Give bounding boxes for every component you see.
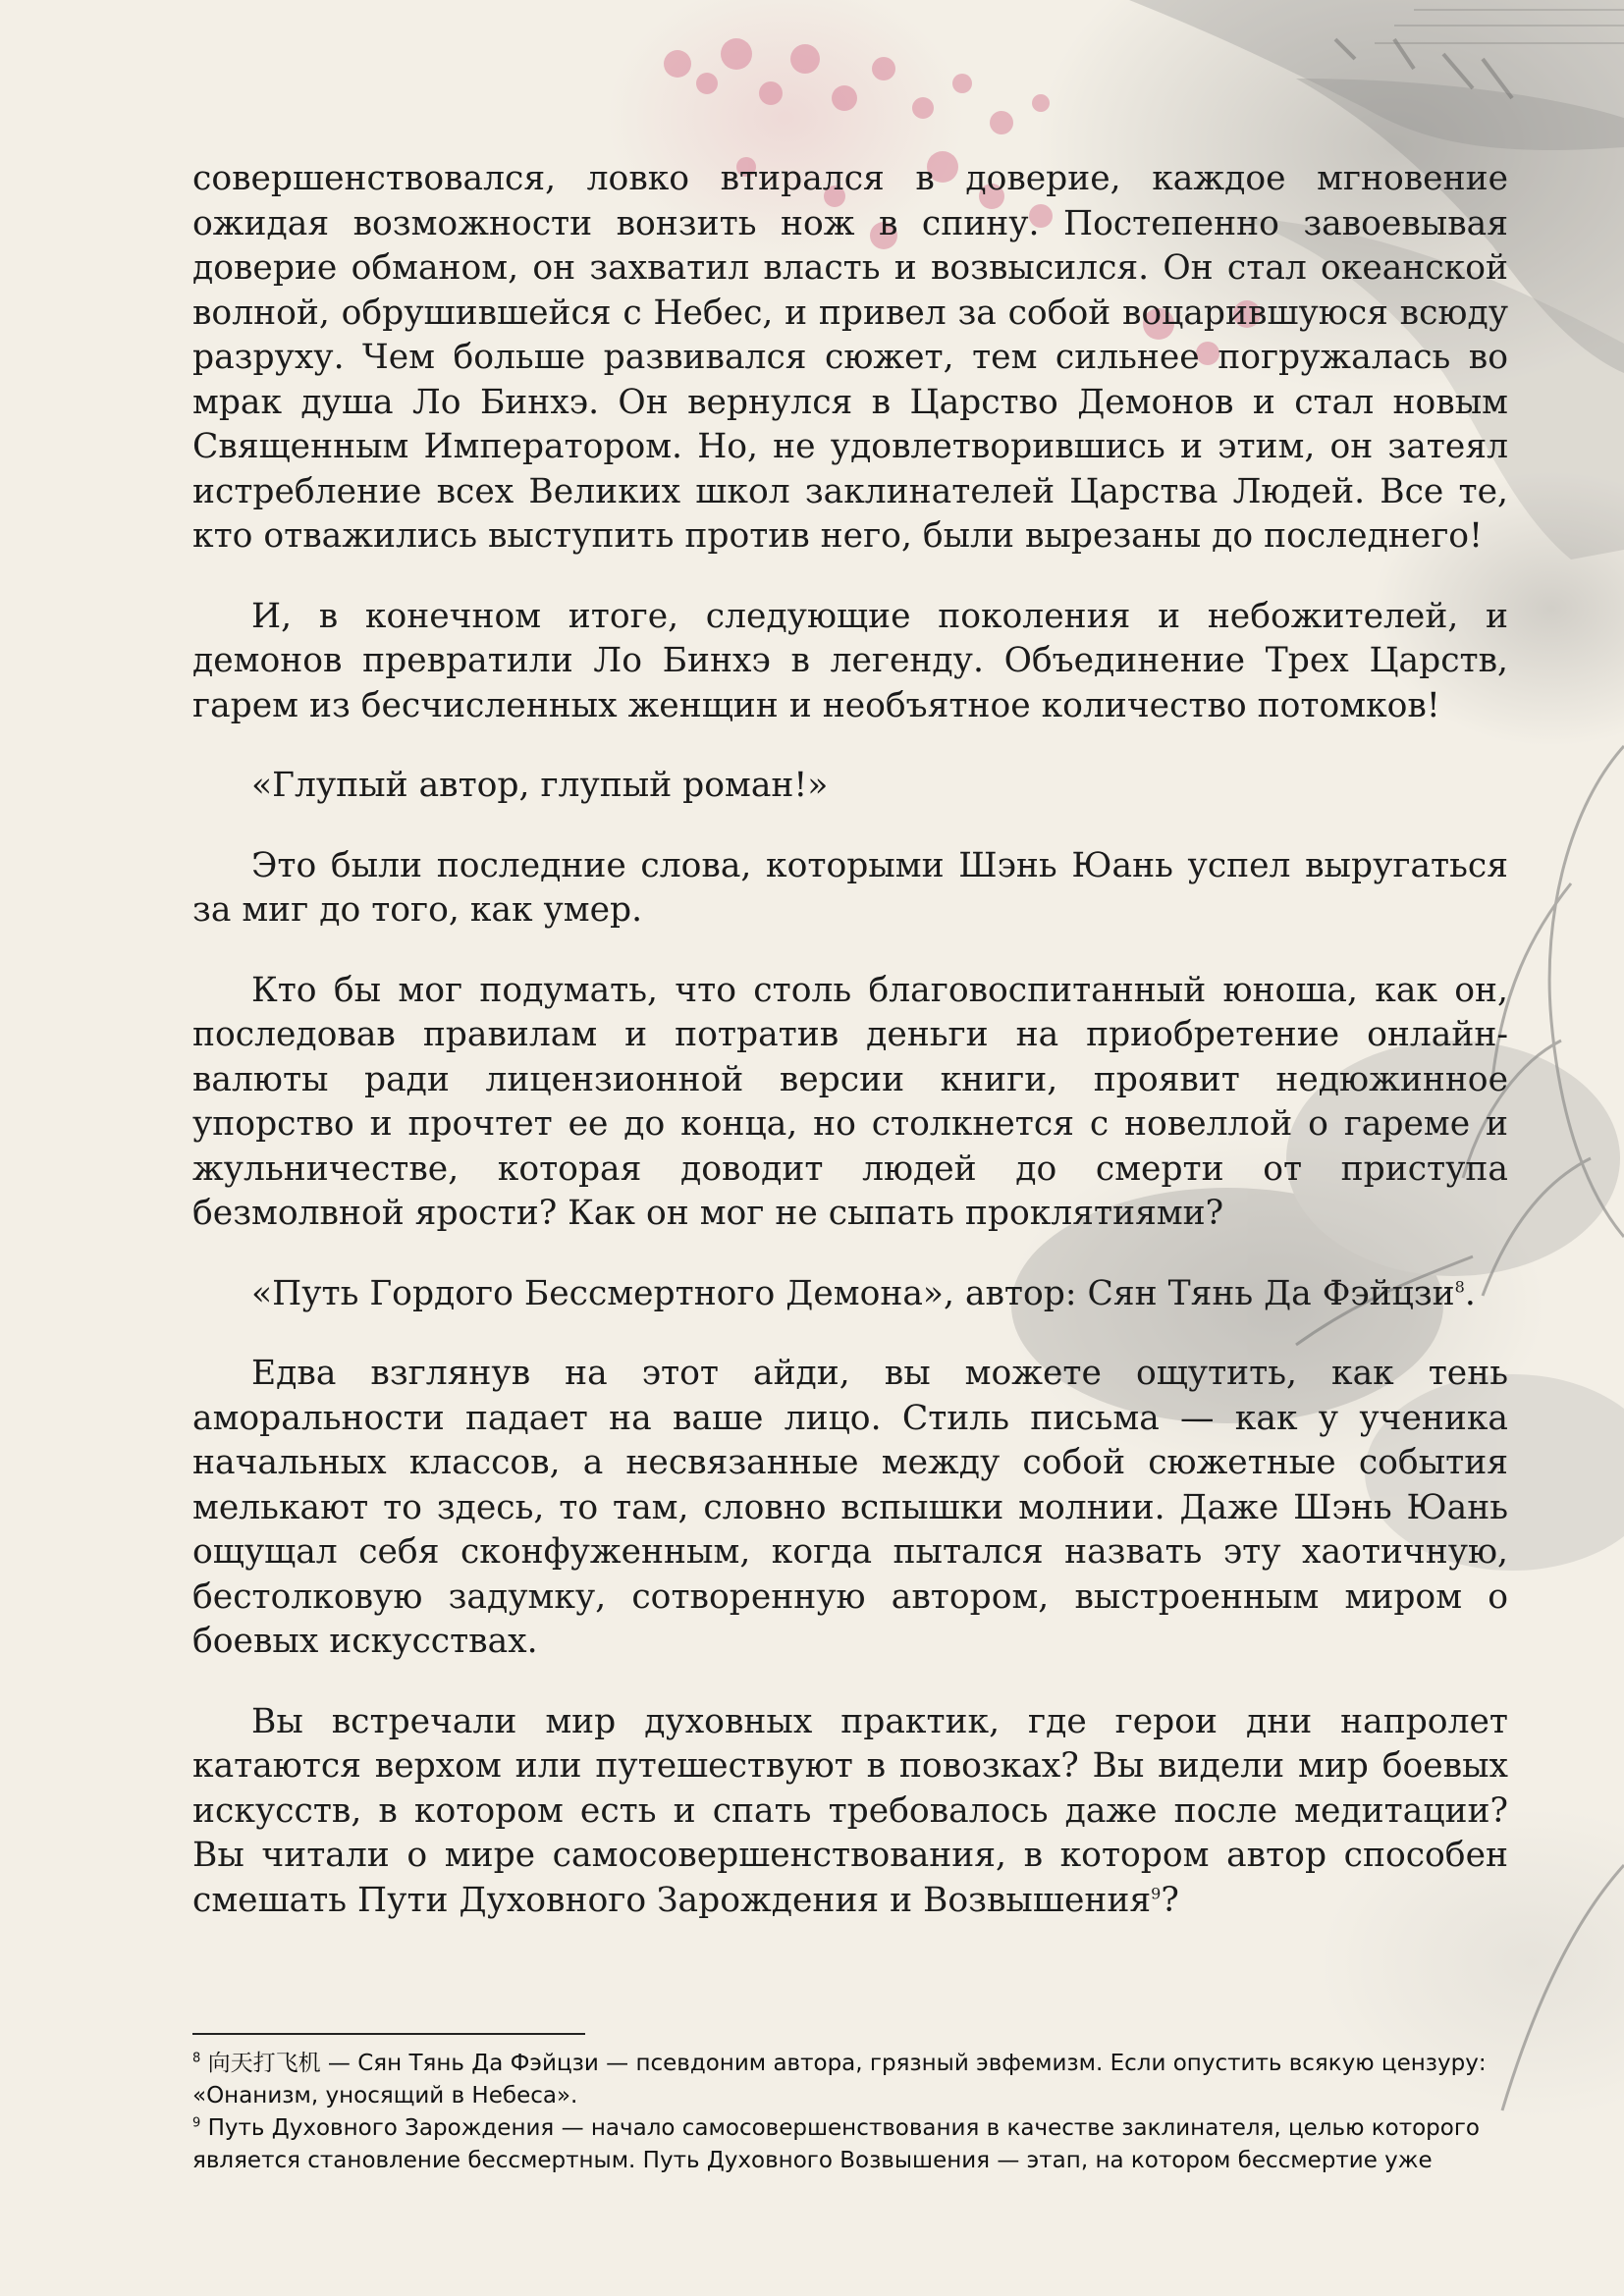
paragraph-5-text: Кто бы мог подумать, что столь благовоспитанный юноша, как он, последовав правилам и потратив деньги на приобретение онлайн-валюты ради лицензионной версии книги, проявит недюжинное упорство и прочтет ее до конца, но столкнется с новеллой о гареме и жульничестве, которая доводит людей до смерти от приступа безмолвной ярости? Как он мог не сыпать проклятиями? <box>192 970 1508 1233</box>
paragraph-1 <box>192 157 1508 560</box>
paragraph-2-text: И, в конечном итоге, следующие поколения и небожителей, и демонов превратили Ло Бинхэ в легенду. Объединение Трех Царств, гарем из бесчисленных женщин и необъятное количество потомков! <box>192 596 1508 725</box>
footnote-8-text: 向天打飞机 — Сян Тянь Да Фэйцзи — псевдоним автора, грязный эвфемизм. Если опустить всякую цензуру: «Онанизм, уносящий в Небеса». <box>192 2051 1487 2109</box>
footnote-8 <box>192 2048 1508 2112</box>
paragraph-4-text: Это были последние слова, которыми Шэнь Юань успел выругаться за миг до того, как умер. <box>192 845 1508 930</box>
paragraph-8-text: Вы встречали мир духовных практик, где герои дни напролет катаются верхом или путешествуют в повозках? Вы видели мир боевых искусств, в котором есть и спать требовалось даже после медитации? Вы читали о мире самосовершенствования, в котором автор способен смешать Пути Духовного Зарождения и Возвышения <box>192 1701 1508 1920</box>
paragraph-4 <box>192 844 1508 934</box>
footnote-divider <box>192 2033 585 2035</box>
footnote-9-text: Путь Духовного Зарождения — начало самосовершенствования в качестве заклинателя, целью которого является становление бессмертным. Путь Духовного Возвышения — этап, на котором бессмертие уже <box>192 2115 1481 2173</box>
paragraph-6 <box>192 1272 1508 1317</box>
paragraph-3-text: «Глупый автор, глупый роман!» <box>251 766 829 805</box>
footnote-ref-9[interactable]: 9 <box>1151 1884 1162 1902</box>
paragraph-6-end: . <box>1464 1273 1476 1313</box>
paragraph-8 <box>192 1700 1508 1924</box>
footnote-9-number: 9 <box>192 2115 201 2131</box>
paragraph-3 <box>192 764 1508 809</box>
footnotes-block <box>192 2048 1508 2177</box>
footnote-ref-8[interactable]: 8 <box>1454 1277 1465 1296</box>
paragraph-1-text: совершенствовался, ловко втирался в доверие, каждое мгновение ожидая возможности вонзить нож в спину. Постепенно завоевывая доверие обманом, он захватил власть и возвысился. Он стал океанской волной, обрушившейся с Небес, и привел за собой воцарившуюся всюду разруху. Чем больше развивался сюжет, тем сильнее погружалась во мрак душа Ло Бинхэ. Он вернулся в Царство Демонов и стал новым Священным Императором. Но, не удовлетворившись и этим, он затеял истребление всех Великих школ заклинателей Царства Людей. Все те, кто отважились выступить против него, были вырезаны до последнего! <box>192 159 1508 556</box>
footnote-8-number: 8 <box>192 2051 201 2066</box>
paragraph-2 <box>192 595 1508 729</box>
paragraph-7-text: Едва взглянув на этот айди, вы можете ощутить, как тень аморальности падает на ваше лицо. Стиль письма — как у ученика начальных классов, а несвязанные между собой сюжетные события мелькают то здесь, то там, словно вспышки молнии. Даже Шэнь Юань ощущал себя сконфуженным, когда пытался назвать эту хаотичную, бестолковую задумку, сотворенную автором, выстроенным миром о боевых искусствах. <box>192 1354 1508 1661</box>
paragraph-5 <box>192 969 1508 1237</box>
paragraph-7 <box>192 1352 1508 1665</box>
paragraph-6-text: «Путь Гордого Бессмертного Демона», автор: Сян Тянь Да Фэйцзи <box>251 1273 1455 1313</box>
paragraph-8-end: ? <box>1161 1880 1179 1920</box>
footnote-9 <box>192 2112 1508 2177</box>
chapter-text <box>192 157 1508 1958</box>
